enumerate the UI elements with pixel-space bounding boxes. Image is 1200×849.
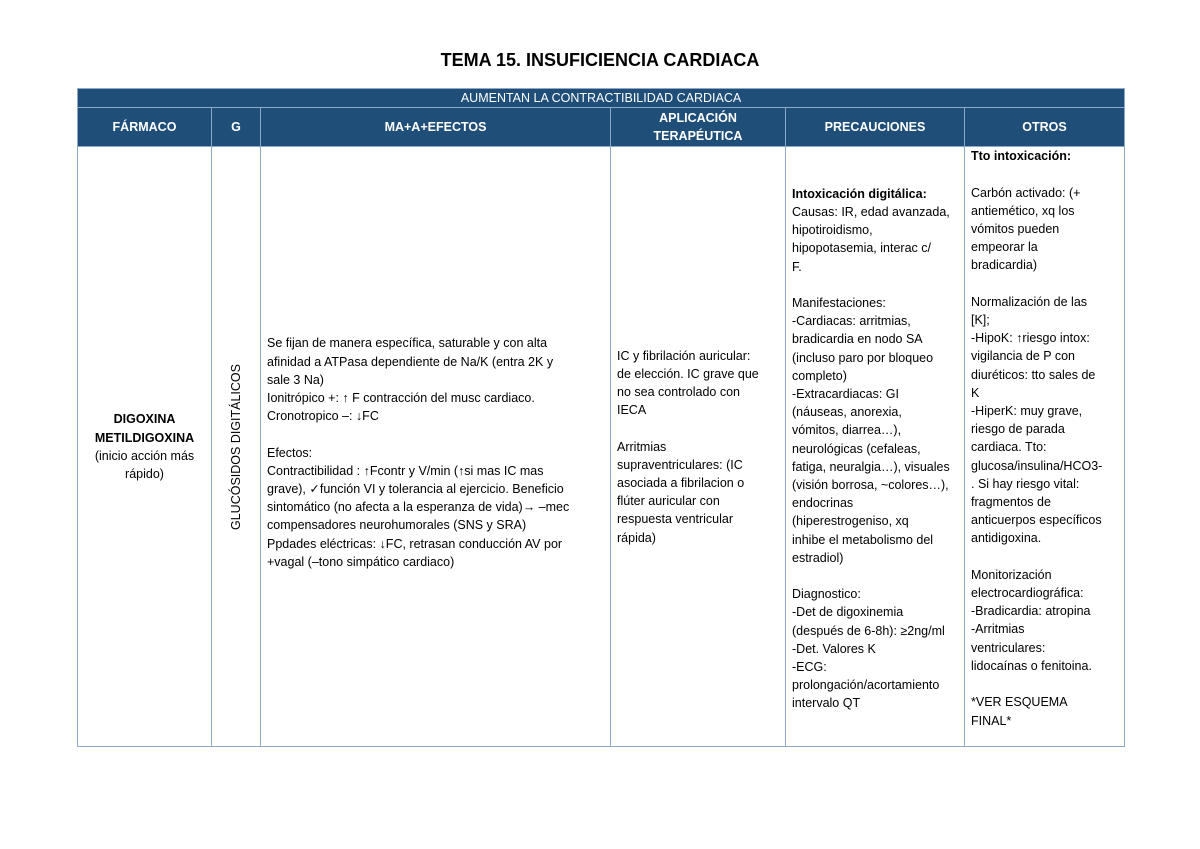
group-cell <box>212 147 261 747</box>
aplicacion-cell: IC y fibrilación auricular: de elección. IC grave que no sea controlado con IECA Arritmias supraventriculares: (IC asociada a fibrilacion o flúter auricular con respuesta ventricular rápida) <box>611 147 786 747</box>
header-row <box>78 108 1125 147</box>
precauciones-text: Causas: IR, edad avanzada, hipotiroidismo, hipopotasemia, interac c/ F. Manifestaciones: -Cardiacas: arritmias, bradicardia en nodo SA (incluso paro por bloqueo completo) -Extracardiacas: GI (náuseas, anorexia, vómitos, diarrea…), neurológicas (cefaleas, fatiga, neuralgia…), visuales (visión borrosa, ~colores…), endocrinas (hiperestrogeniso, xq inhibe el metabolismo del estradiol) Diagnostico: -Det de digoxinemia (después de 6-8h): ≥2ng/ml -Det. Valores K -ECG: prolongación/acortamiento intervalo QT <box>792 204 950 711</box>
precauciones-cell <box>786 147 965 747</box>
drug-name: DIGOXINA METILDIGOXINA <box>94 412 195 445</box>
header-otros: OTROS <box>965 108 1125 147</box>
page-title: TEMA 15. INSUFICIENCIA CARDIACA <box>440 50 760 70</box>
header-efectos: MA+A+EFECTOS <box>261 108 611 147</box>
header-precauciones: PRECAUCIONES <box>786 108 965 147</box>
precauciones-title: Intoxicación digitálica: <box>792 186 927 201</box>
table-row <box>78 147 1125 747</box>
section-band: AUMENTAN LA CONTRACTIBILIDAD CARDIACA <box>78 89 1125 108</box>
header-aplicacion: APLICACIÓN TERAPÉUTICA <box>611 108 786 147</box>
otros-text: Carbón activado: (+ antiemético, xq los vómitos pueden empeorar la bradicardia) Normalización de las [K]; -HipoK: ↑riesgo intox: vigilancia de P con diuréticos: tto sales de K -HiperK: muy grave, riesgo de parada cardiaca. Tto: glucosa/insulina/HCO3- . Si hay riesgo vital: fragmentos de anticuerpos específicos antidigoxina. Monitorización electrocardiográfica: -Bradicardia: atropina -Arritmias ventriculares: lidocaínas o fenitoina. *VER ESQUEMA FINAL* <box>971 185 1103 728</box>
header-farmaco: FÁRMACO <box>78 108 212 147</box>
otros-cell <box>965 147 1125 747</box>
drug-note: (inicio acción más rápido) <box>94 448 195 481</box>
group-label: GLUCÓSIDOS DIGITÁLICOS <box>228 363 243 530</box>
otros-title: Tto intoxicación: <box>971 149 1071 164</box>
efectos-cell: Se fijan de manera específica, saturable y con alta afinidad a ATPasa dependiente de Na/K (entra 2K y sale 3 Na) Ionitrópico +: ↑ F contracción del musc cardiaco. Cronotropico –: ↓FC Efectos: Contractibilidad : ↑Fcontr y V/min (↑si mas IC mas grave), ✓función VI y tolerancia al ejercicio. Beneficio sintomático (no afecta a la esperanza de vida)→ –mec compensadores neurohumorales (SNS y SRA) Ppdades eléctricas: ↓FC, retrasan conducción AV por +vagal (–tono simpático cardiaco) <box>261 147 611 747</box>
farmaco-cell <box>78 147 212 747</box>
header-g: G <box>212 108 261 147</box>
drug-table <box>77 88 1125 747</box>
